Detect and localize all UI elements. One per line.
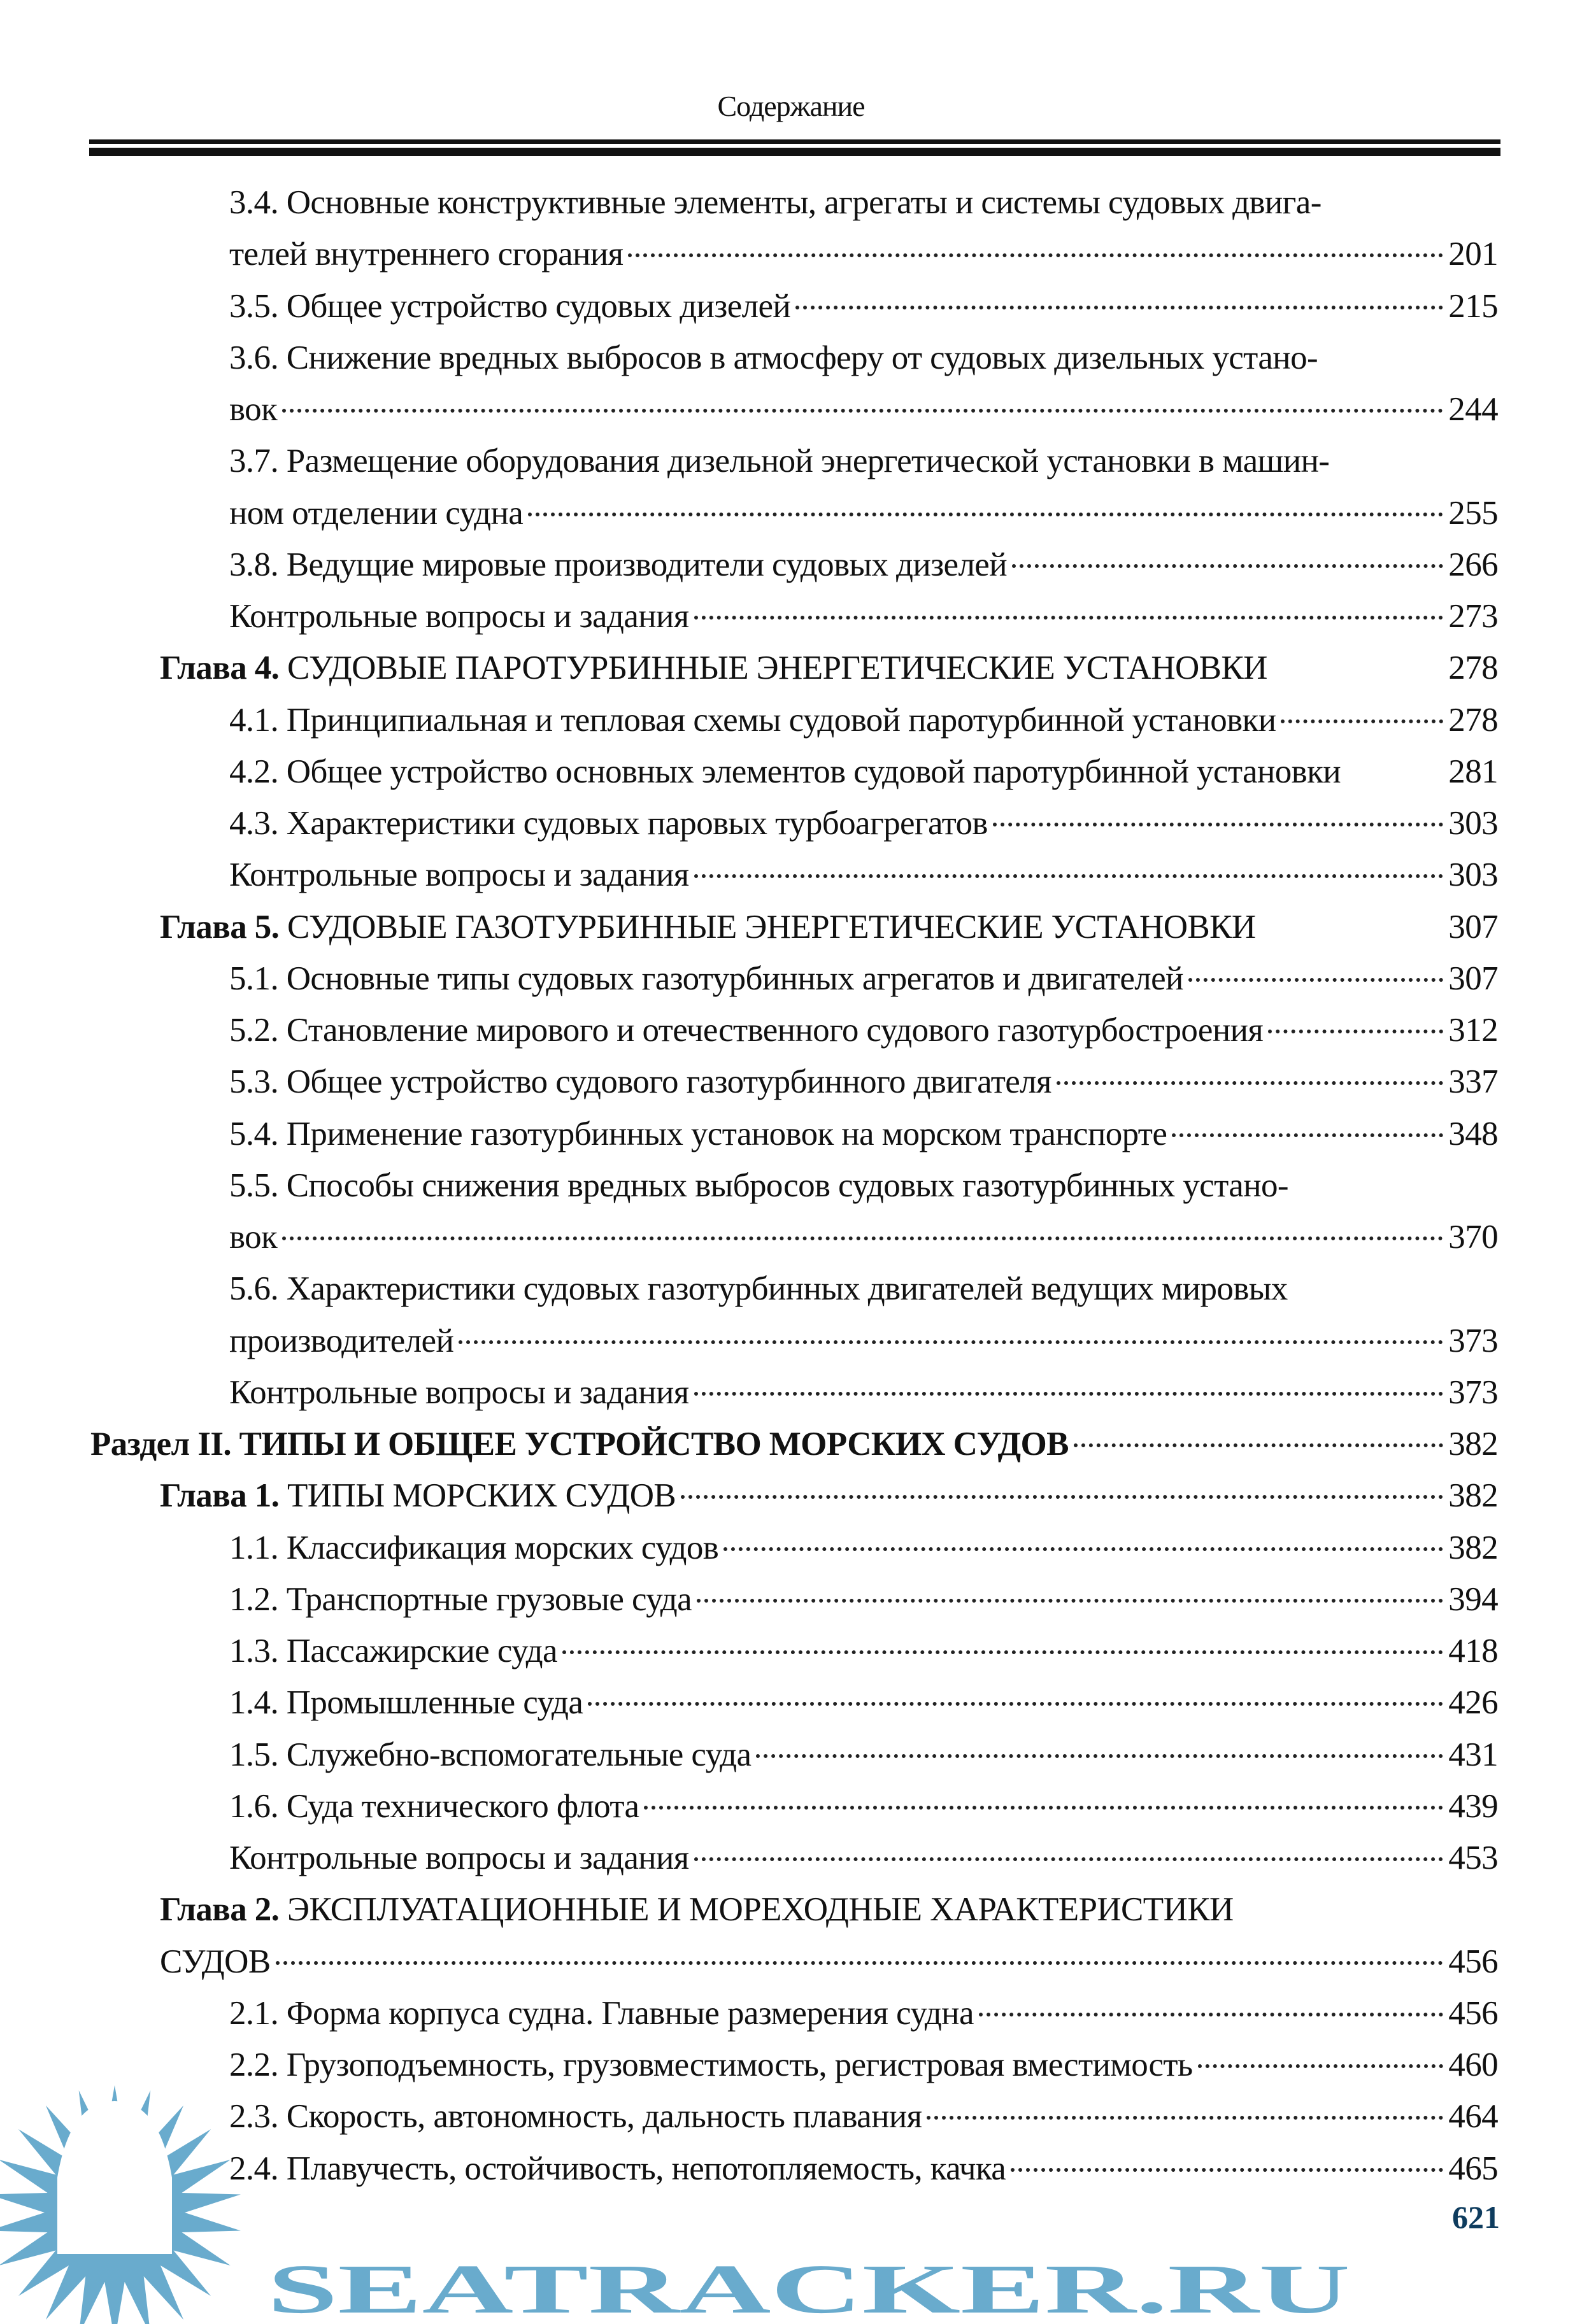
- dot-leader: [756, 1754, 1443, 1758]
- toc-section[interactable]: [229, 1212, 1498, 1263]
- toc-entry-text: 2.3. Скорость, автономность, дальность плавания: [229, 2098, 922, 2136]
- toc-page-number: 255: [1448, 494, 1498, 532]
- toc-page-number: 418: [1448, 1633, 1498, 1669]
- toc-page-number: 307: [1448, 960, 1498, 997]
- toc-section[interactable]: [229, 488, 1498, 539]
- toc-entry-title: [229, 1212, 277, 1263]
- toc-entry-title: [229, 281, 790, 332]
- dot-leader: [694, 1392, 1444, 1396]
- toc-entry-title: [229, 695, 1276, 746]
- toc-page-number: 303: [1448, 856, 1498, 894]
- toc-entry-title: [229, 1263, 1288, 1315]
- toc-chapter[interactable]: [160, 902, 1498, 953]
- toc-entry-text: 1.2. Транспортные грузовые суда: [229, 1580, 692, 1618]
- toc-entry-text: ЭКСПЛУАТАЦИОННЫЕ И МОРЕХОДНЫЕ ХАРАКТЕРИСТИКИ: [279, 1891, 1234, 1929]
- toc-page-number: 382: [1448, 1529, 1498, 1566]
- toc-section[interactable]: [229, 177, 1498, 229]
- toc-page-number: 312: [1448, 1012, 1498, 1049]
- dot-leader: [795, 306, 1443, 309]
- toc-section[interactable]: [229, 695, 1498, 746]
- toc-entry-text: 5.4. Применение газотурбинных установок на морском транспорте: [229, 1115, 1167, 1152]
- toc-entry-title: [160, 1470, 676, 1522]
- toc-section[interactable]: [229, 1263, 1498, 1315]
- toc-entry-title: [229, 1522, 718, 1574]
- toc-entry-title: [229, 1056, 1051, 1108]
- dot-leader: [282, 1236, 1443, 1240]
- toc-page-number: 281: [1448, 753, 1498, 790]
- toc-page-number: 278: [1448, 649, 1498, 687]
- toc-chapter[interactable]: [160, 1884, 1498, 1936]
- toc-entry-title: [229, 798, 988, 849]
- toc-page-number: 370: [1448, 1219, 1498, 1256]
- toc-entry-title: [229, 488, 523, 539]
- toc-entry-text: телей внутреннего сгорания: [229, 236, 624, 273]
- toc-entry-text: ТИПЫ МОРСКИХ СУДОВ: [279, 1477, 676, 1515]
- toc-section[interactable]: [229, 1574, 1498, 1626]
- toc-section[interactable]: [229, 1988, 1498, 2039]
- watermark: [0, 2082, 1582, 2324]
- toc-page-number: 439: [1448, 1787, 1498, 1825]
- toc-section[interactable]: [229, 332, 1498, 384]
- toc-entry-text: Контрольные вопросы и задания: [229, 1373, 689, 1411]
- toc-entry-title: [229, 1832, 689, 1884]
- dot-leader: [694, 616, 1444, 620]
- toc-page-number: 303: [1448, 805, 1498, 842]
- toc-entry-title: [229, 1781, 639, 1832]
- toc-entry-text: 2.4. Плавучесть, остойчивость, непотопляемость, качка: [229, 2150, 1006, 2187]
- toc-page-number: 453: [1448, 1839, 1498, 1876]
- toc-entry-text: 5.2. Становление мирового и отечественного судового газотурбостроения: [229, 1012, 1264, 1049]
- toc-page-number: 266: [1448, 546, 1498, 583]
- toc-entry-title: [229, 1988, 974, 2039]
- toc-entry-text: 4.1. Принципиальная и тепловая схемы судовой паротурбинной установки: [229, 701, 1276, 739]
- toc-entry-title: [229, 332, 1318, 384]
- toc-section[interactable]: [229, 281, 1498, 332]
- toc-entry-title: [229, 1574, 692, 1626]
- toc-section[interactable]: [229, 1005, 1498, 1056]
- toc-section[interactable]: [229, 746, 1498, 798]
- toc-entry-text: вок: [229, 1219, 278, 1256]
- running-head: Содержание: [717, 90, 865, 122]
- toc-entry-title: [229, 1677, 583, 1729]
- toc-entry-text: 4.3. Характеристики судовых паровых турбоагрегатов: [229, 805, 988, 842]
- toc-page-number: 373: [1448, 1373, 1498, 1411]
- toc-page-number: 460: [1448, 2046, 1498, 2083]
- toc-entry-text: Контрольные вопросы и задания: [229, 598, 689, 635]
- toc-page-number: 337: [1448, 1063, 1498, 1101]
- header-rule-thin: [89, 139, 1500, 144]
- toc-section[interactable]: [229, 539, 1498, 591]
- dot-leader: [1012, 564, 1443, 568]
- dot-leader: [528, 513, 1443, 516]
- dot-leader: [1281, 719, 1443, 723]
- dot-leader: [1268, 1030, 1443, 1033]
- toc-entry-title: [160, 1884, 1234, 1936]
- sun-icon: [0, 2085, 241, 2324]
- toc-section[interactable]: [229, 384, 1498, 436]
- dot-leader: [644, 1806, 1443, 1810]
- toc-entry-text: 5.3. Общее устройство судового газотурбинного двигателя: [229, 1063, 1051, 1101]
- toc-chapter[interactable]: [160, 1470, 1498, 1522]
- toc-page-number: 431: [1448, 1736, 1498, 1773]
- toc-entry-title: [229, 539, 1007, 591]
- toc-entry-title: [229, 746, 1341, 798]
- toc-entry-text: 5.6. Характеристики судовых газотурбинных двигателей ведущих мировых: [229, 1270, 1288, 1308]
- toc-page-number: 456: [1448, 1994, 1498, 2032]
- toc-section[interactable]: [229, 953, 1498, 1005]
- toc-chapter[interactable]: [160, 642, 1498, 694]
- toc-entry-text: 3.5. Общее устройство судовых дизелей: [229, 287, 791, 325]
- toc-entry-text: производителей: [229, 1322, 454, 1359]
- toc-entry-title: [229, 229, 623, 280]
- toc-entry-title: [160, 902, 1256, 953]
- toc-entry-title: [229, 1109, 1167, 1160]
- toc-entry-title: [229, 1729, 751, 1781]
- header-rule-thick: [89, 148, 1500, 156]
- toc-page-number: 426: [1448, 1684, 1498, 1722]
- toc-entry-text: 2.1. Форма корпуса судна. Главные размерения судна: [229, 1994, 974, 2032]
- toc-entry-title: [229, 177, 1322, 229]
- toc-page-number: 244: [1448, 391, 1498, 428]
- toc-section[interactable]: [229, 798, 1498, 849]
- toc-entry-title: [229, 849, 689, 901]
- toc-entry-text: СУДОВЫЕ ГАЗОТУРБИННЫЕ ЭНЕРГЕТИЧЕСКИЕ УСТАНОВКИ: [279, 908, 1256, 946]
- toc-section[interactable]: [229, 1522, 1498, 1574]
- toc-section[interactable]: [229, 591, 1498, 642]
- toc-entry-text: 3.6. Снижение вредных выбросов в атмосферу от судовых дизельных устано-: [229, 339, 1318, 376]
- dot-leader: [276, 1961, 1444, 1965]
- dot-leader: [1057, 1081, 1443, 1085]
- toc-section[interactable]: [229, 1315, 1498, 1367]
- toc-entry-text: 1.6. Суда технического флота: [229, 1787, 639, 1825]
- toc-entry-text: 1.1. Классификация морских судов: [229, 1529, 719, 1566]
- toc-page-number: 201: [1448, 236, 1498, 273]
- dot-leader: [1074, 1443, 1443, 1447]
- toc-page-number: 394: [1448, 1580, 1498, 1618]
- toc-entry-text: Контрольные вопросы и задания: [229, 856, 689, 894]
- toc-page-number: 382: [1448, 1477, 1498, 1515]
- chapter-prefix: Глава 1.: [160, 1477, 280, 1515]
- toc-entry-title: [160, 642, 1267, 694]
- toc-entry-text: 5.1. Основные типы судовых газотурбинных агрегатов и двигателей: [229, 960, 1183, 997]
- toc-entry-title: [229, 1367, 689, 1419]
- toc-entry-text: 4.2. Общее устройство основных элементов судовой паротурбинной установки: [229, 753, 1341, 790]
- dot-leader: [628, 253, 1443, 257]
- toc-entry-text: 1.3. Пассажирские суда: [229, 1633, 557, 1669]
- toc-entry-text: Раздел II. ТИПЫ И ОБЩЕЕ УСТРОЙСТВО МОРСКИХ СУДОВ: [90, 1426, 1069, 1463]
- toc-entry-title: [229, 1626, 557, 1677]
- toc-page-number: 465: [1448, 2150, 1498, 2187]
- dot-leader: [681, 1495, 1443, 1499]
- toc-entry-text: 3.8. Ведущие мировые производители судовых дизелей: [229, 546, 1007, 583]
- toc-entry-text: 3.4. Основные конструктивные элементы, агрегаты и системы судовых двига-: [229, 184, 1322, 221]
- toc-entry-text: 1.4. Промышленные суда: [229, 1684, 583, 1722]
- toc-entry-text: Контрольные вопросы и задания: [229, 1839, 689, 1876]
- toc-page-number: 373: [1448, 1322, 1498, 1359]
- toc-entry-title: [229, 436, 1329, 487]
- toc-section[interactable]: [229, 1832, 1498, 1884]
- dot-leader: [459, 1340, 1443, 1344]
- chapter-prefix: Глава 5.: [160, 908, 280, 946]
- toc-part[interactable]: [90, 1419, 1498, 1470]
- toc-page-number: 307: [1448, 908, 1498, 946]
- toc-page-number: 382: [1448, 1426, 1498, 1463]
- toc-entry-title: [229, 1160, 1288, 1212]
- dot-leader: [694, 1857, 1444, 1861]
- toc-entry-title: [90, 1419, 1069, 1470]
- chapter-prefix: Глава 2.: [160, 1891, 280, 1929]
- toc-entry-text: 3.7. Размещение оборудования дизельной энергетической установки в машин-: [229, 443, 1330, 480]
- dot-leader: [1172, 1133, 1443, 1137]
- page-number: 621: [1452, 2199, 1500, 2235]
- dot-leader: [282, 409, 1443, 413]
- toc-section[interactable]: [229, 229, 1498, 280]
- toc-section[interactable]: [229, 1626, 1498, 1677]
- dot-leader: [1198, 2064, 1444, 2068]
- dot-leader: [1188, 978, 1443, 982]
- toc-entry-text: 5.5. Способы снижения вредных выбросов судовых газотурбинных устано-: [229, 1166, 1288, 1204]
- toc-page-number: 215: [1448, 287, 1498, 325]
- toc-section[interactable]: [229, 849, 1498, 901]
- toc-section[interactable]: [229, 1729, 1498, 1781]
- toc-section[interactable]: [229, 1781, 1498, 1832]
- toc-page-number: 278: [1448, 701, 1498, 739]
- dot-leader: [694, 874, 1444, 878]
- toc-entry-title: [229, 591, 689, 642]
- toc-entry-text: 1.5. Служебно-вспомогательные суда: [229, 1736, 752, 1773]
- dot-leader: [697, 1599, 1443, 1603]
- watermark-text: SEATRACKER.RU: [267, 2250, 1350, 2324]
- toc-chapter[interactable]: [160, 1936, 1498, 1988]
- toc-section[interactable]: [229, 1109, 1498, 1160]
- toc-entry-title: [229, 1315, 453, 1367]
- toc-entry-text: вок: [229, 391, 278, 428]
- toc-entry-text: 2.2. Грузоподъемность, грузовместимость, регистровая вместимость: [229, 2046, 1193, 2083]
- dot-leader: [588, 1702, 1443, 1706]
- toc-page-number: 464: [1448, 2098, 1498, 2136]
- toc-page-number: 456: [1448, 1943, 1498, 1980]
- dot-leader: [562, 1650, 1443, 1654]
- toc-section[interactable]: [229, 1367, 1498, 1419]
- toc-page-number: 348: [1448, 1115, 1498, 1152]
- chapter-prefix: Глава 4.: [160, 649, 280, 687]
- dot-leader: [723, 1547, 1443, 1551]
- dot-leader: [993, 823, 1444, 826]
- toc-section[interactable]: [229, 1677, 1498, 1729]
- toc-entry-text: СУДОВЫЕ ПАРОТУРБИННЫЕ ЭНЕРГЕТИЧЕСКИЕ УСТАНОВКИ: [279, 649, 1267, 687]
- toc-section[interactable]: [229, 1056, 1498, 1108]
- toc-entry-text: СУДОВ: [160, 1943, 271, 1980]
- toc-section[interactable]: [229, 436, 1498, 487]
- toc-entry-title: [229, 953, 1183, 1005]
- toc-page-number: 273: [1448, 598, 1498, 635]
- toc-entry-title: [229, 384, 277, 436]
- toc-entry-text: ном отделении судна: [229, 494, 524, 532]
- toc-entry-title: [160, 1936, 271, 1988]
- toc-section[interactable]: [229, 1160, 1498, 1212]
- toc-entry-title: [229, 1005, 1263, 1056]
- dot-leader: [979, 2013, 1443, 2016]
